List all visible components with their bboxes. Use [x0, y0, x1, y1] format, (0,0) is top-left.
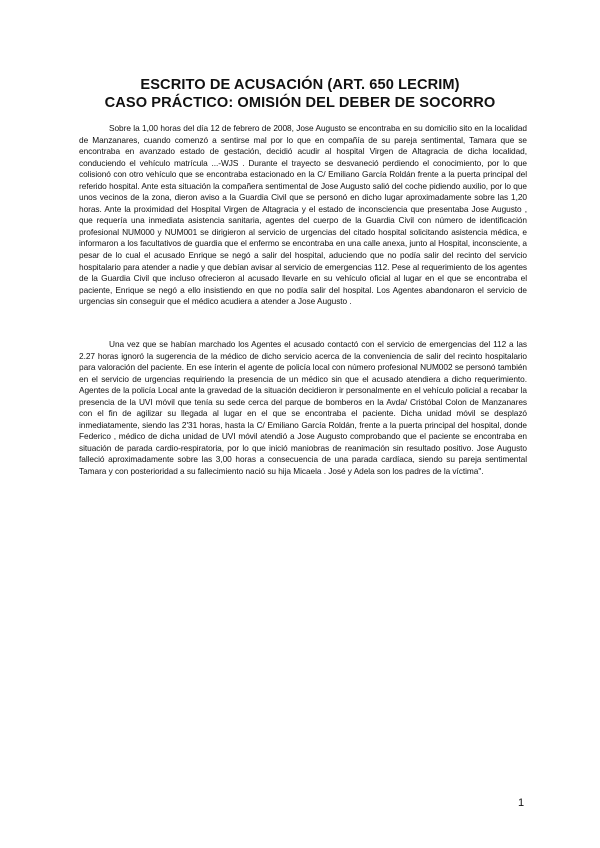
- document-subtitle: CASO PRÁCTICO: OMISIÓN DEL DEBER DE SOCORRO: [104, 95, 496, 111]
- paragraph-facts-1: Sobre la 1,00 horas del día 12 de febrero de 2008, Jose Augusto se encontraba en su domicilio sito en la localidad de Manzanares, cuando comenzó a sentirse mal por lo que en compañía de su pareja sentimental, Tamara que se encontraba en avanzado estado de gestación, decidió acudir al hospital Virgen de Altagracia de dicha localidad, conduciendo el vehículo matrícula ...-WJS . Durante el trayecto se desvaneció perdiendo el conocimiento, por lo que colisionó con otro vehículo que se encontraba estacionado en la C/ Emiliano García Roldán frente a la puerta principal del referido hospital. Ante esta situación la compañera sentimental de Jose Augusto salió del coche pidiendo auxilio, por lo que unos vecinos de la zona, dieron aviso a la Guardia Civil que se personó en dicho lugar aproximadamente sobre las 1,20 horas. Ante la proximidad del Hospital Virgen de Altagracia y el estado de inconsciencia que presentaba Jose Augusto , que requería una inmediata asistencia sanitaria, agentes del cuerpo de la Guardia Civil con número de identificación profesional NUM000 y NUM001 se dirigieron al servicio de urgencias del citado hospital solicitando asistencia médica, e informaron a los facultativos de guardia que el enfermo se encontraba en una calle anexa, junto al Hospital, inconsciente, a pesar de lo cual el acusado Enrique se negó a salir del hospital, aduciendo que no podía salir del recinto del servicio hospitalario para atender a nadie y que debían avisar al servicio de emergencias 112. Pese al requerimiento de los agentes de la Guardia Civil que incluso ofrecieron al acusado llevarle en su vehículo oficial al lugar en el que se encontraba el paciente, Enrique se negó a ello insistiendo en que no podía salir del hospital. Los Agentes abandonaron el servicio de urgencias sin conseguir que el médico acudiera a atender a Jose Augusto .: [79, 123, 527, 307]
- document-title: ESCRITO DE ACUSACIÓN (ART. 650 LECRIM): [140, 77, 460, 93]
- paragraph-facts-2: Una vez que se habían marchado los Agentes el acusado contactó con el servicio de emergencias del 112 a las 2.27 horas ignoró la sugerencia de la médico de dicho servicio acerca de la conveniencia de salir del recinto hospitalario para valoración del paciente. En ese ínterin el agente de policía local con número profesional NUM002 se personó también en el servicio de urgencias requiriendo la presencia de un médico sin que el acusado atendiera a dicho requerimiento. Agentes de la policía Local ante la gravedad de la situación decidieron ir personalmente en el vehículo policial a recabar la presencia de la UVI móvil que tenía su sede cerca del parque de bomberos en la Avda/ Cristóbal Colon de Manzanares con el fin de agilizar su llegada al lugar en el que se encontraba el paciente. Dicha unidad móvil se desplazó inmediatamente, siendo las 2'31 horas, hasta la C/ Emiliano García Roldán, frente a la puerta principal del hospital, donde Federico , médico de dicha unidad de UVI móvil atendió a Jose Augusto comprobando que el paciente se encontraba en situación de parada cardio-respiratoria, por lo que inició maniobras de reanimación sin resultado positivo. Jose Augusto falleció aproximadamente sobre las 3,00 horas a consecuencia de una parada cardíaca, siendo su pareja sentimental Tamara y con posterioridad a su fallecimiento nació su hija Micaela . José y Adela son los padres de la víctima".: [79, 339, 527, 477]
- page-number: 1: [518, 797, 525, 809]
